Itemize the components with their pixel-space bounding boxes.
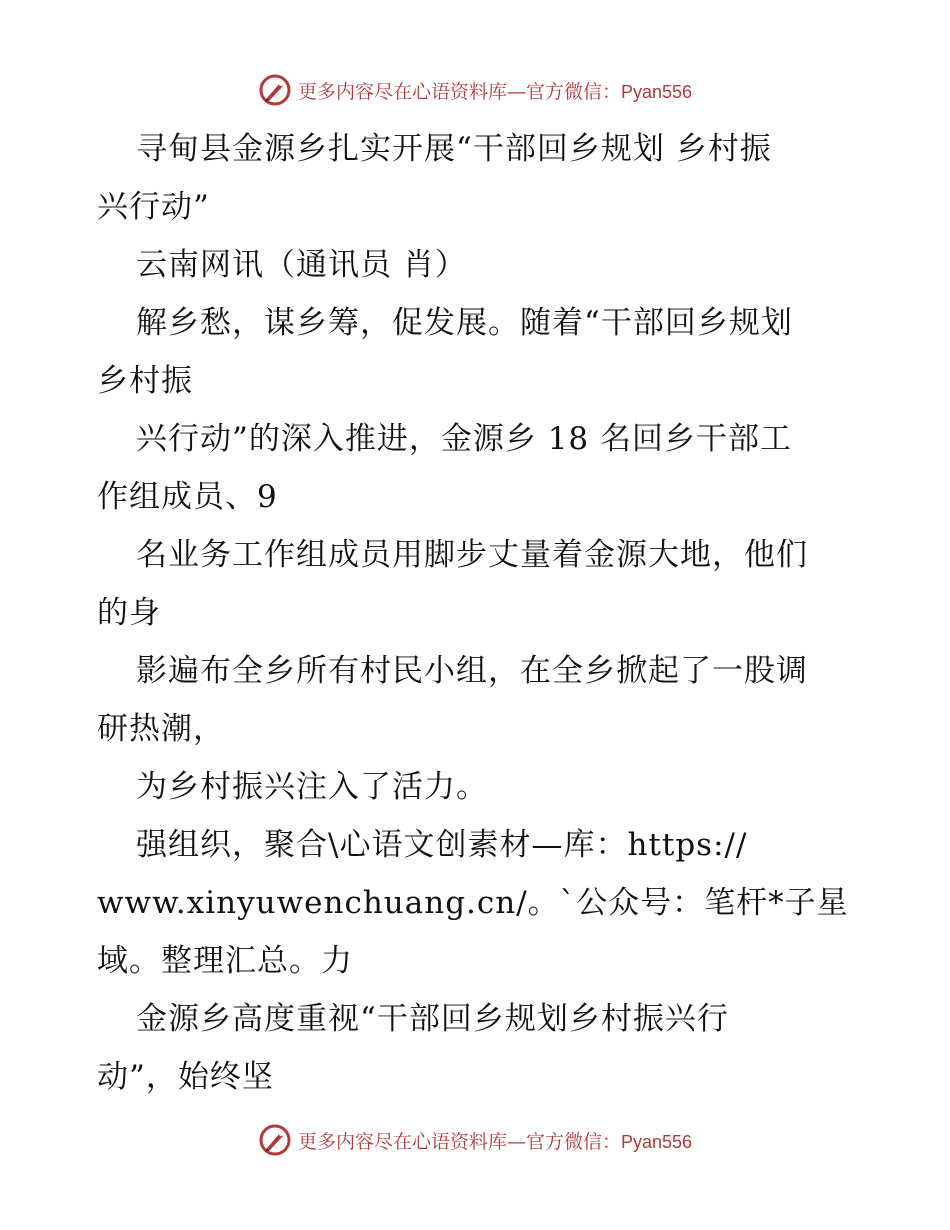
byline: 云南网讯（通讯员 肖）	[136, 247, 467, 283]
paragraph-line: 研热潮，	[97, 711, 225, 747]
paragraph-line: 名业务工作组成员用脚步丈量着金源大地，他们	[136, 537, 808, 573]
paragraph-line: 解乡愁，谋乡筹，促发展。随着“干部回乡规划	[136, 305, 793, 341]
footer-banner-inner	[258, 1123, 692, 1157]
paragraph-line: 的身	[97, 595, 161, 631]
paragraph-line: 影遍布全乡所有村民小组，在全乡掀起了一股调	[136, 653, 808, 689]
pen-nib-logo-icon	[258, 1123, 292, 1157]
footer-banner-id: Pyan556	[620, 1131, 693, 1152]
header-banner-inner	[258, 73, 692, 107]
paragraph-line: 作组成员、9	[97, 479, 278, 515]
footer-banner	[0, 1120, 950, 1160]
title-line-2: 兴行动”	[97, 189, 210, 225]
title-line-1: 寻甸县金源乡扎实开展“干部回乡规划 乡村振	[136, 131, 772, 167]
header-banner	[0, 70, 950, 110]
paragraph-line: www.xinyuwenchuang.cn/。`公众号：笔杆*子星	[97, 885, 849, 921]
pen-nib-logo-icon	[258, 73, 292, 107]
paragraph-line: 兴行动”的深入推进，金源乡 18 名回乡干部工	[136, 421, 793, 457]
paragraph-line: 为乡村振兴注入了活力。	[136, 769, 488, 805]
document-body	[97, 120, 857, 1106]
header-banner-id: Pyan556	[620, 81, 693, 102]
header-banner-text: 更多内容尽在心语资料库—官方微信：Pyan556	[297, 80, 693, 103]
footer-banner-text: 更多内容尽在心语资料库—官方微信：Pyan556	[297, 1130, 693, 1153]
paragraph-line: 域。整理汇总。力	[97, 943, 353, 979]
paragraph-line: 动”，始终坚	[97, 1059, 274, 1095]
paragraph-line: 乡村振	[97, 363, 193, 399]
paragraph-line: 强组织，聚合\心语文创素材—库：https://	[136, 827, 748, 863]
paragraph-line: 金源乡高度重视“干部回乡规划乡村振兴行	[136, 1001, 729, 1037]
